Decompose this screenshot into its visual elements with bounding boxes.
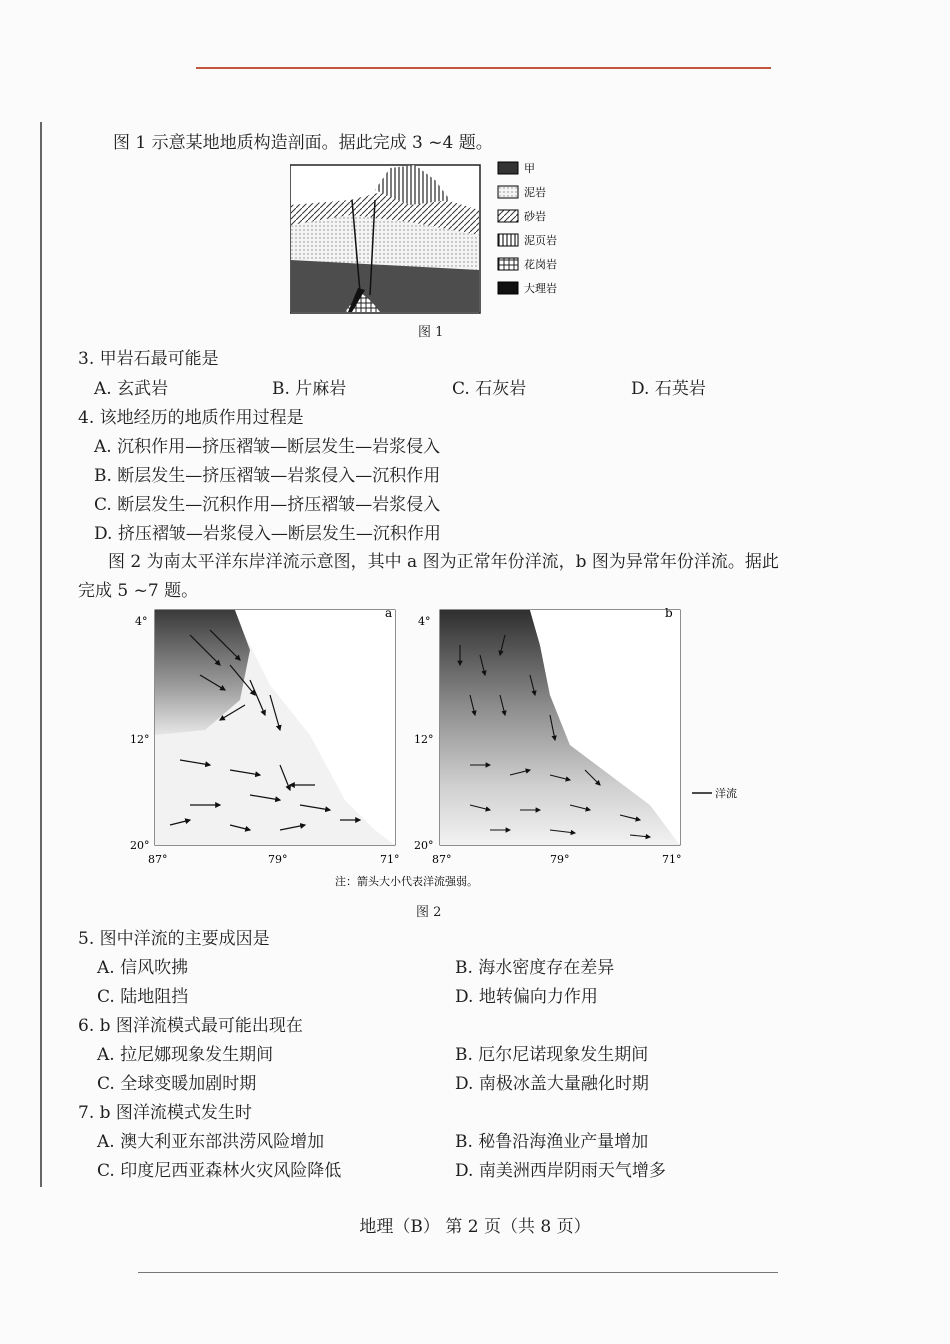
legend-swatch-shale: [498, 234, 518, 246]
question-4-stem: 4. 该地经历的地质作用过程是: [78, 408, 304, 428]
panel-b-lon-79: 79°: [550, 853, 570, 866]
panel-b-lat-12: 12°: [414, 733, 434, 746]
footer-rule: [138, 1272, 778, 1273]
question-5-option-a: A. 信风吹拂: [97, 958, 189, 978]
intro-figure-2-line2: 完成 5 ~7 题。: [78, 581, 199, 601]
figure-1-legend: [498, 162, 557, 295]
legend-label-granite: 花岗岩: [524, 258, 557, 271]
panel-b-label: b: [665, 606, 673, 620]
question-5-option-d: D. 地转偏向力作用: [455, 987, 598, 1007]
question-5-option-c: C. 陆地阻挡: [97, 987, 189, 1007]
panel-a-lat-4: 4°: [135, 615, 148, 628]
legend-swatch-jia: [498, 162, 518, 174]
question-4-option-b: B. 断层发生—挤压褶皱—岩浆侵入—沉积作用: [94, 466, 441, 486]
legend-swatch-marble: [498, 282, 518, 294]
panel-b-map: [414, 606, 682, 866]
question-7-option-a: A. 澳大利亚东部洪涝风险增加: [97, 1132, 325, 1152]
panel-b-lat-4: 4°: [418, 615, 431, 628]
question-7-option-c: C. 印度尼西亚森林火灾风险降低: [97, 1161, 342, 1181]
figure-2: [130, 605, 770, 899]
intro-figure-1: 图 1 示意某地地质构造剖面。据此完成 3 ~4 题。: [113, 133, 493, 153]
panel-a-lat-20: 20°: [130, 839, 150, 852]
question-6-stem: 6. b 图洋流模式最可能出现在: [78, 1016, 303, 1036]
panel-a-lon-79: 79°: [268, 853, 288, 866]
question-4-option-d: D. 挤压褶皱—岩浆侵入—断层发生—沉积作用: [94, 524, 441, 544]
legend-swatch-mudstone: [498, 186, 518, 198]
figure-2-caption: 图 2: [416, 905, 442, 920]
panel-a-lon-87: 87°: [148, 853, 168, 866]
legend-label-jia: 甲: [524, 162, 535, 175]
ocean-current-maps: [130, 605, 770, 895]
panel-a-lon-71: 71°: [380, 853, 400, 866]
panel-b-lat-20: 20°: [414, 839, 434, 852]
question-4-option-a: A. 沉积作用—挤压褶皱—断层发生—岩浆侵入: [94, 437, 441, 457]
question-7-stem: 7. b 图洋流模式发生时: [78, 1103, 252, 1123]
legend-swatch-granite: [498, 258, 518, 270]
question-3-stem: 3. 甲岩石最可能是: [78, 349, 219, 369]
question-3-option-b: B. 片麻岩: [272, 379, 347, 399]
figure-2-note: 注：箭头大小代表洋流强弱。: [335, 875, 478, 888]
legend-current-label: 洋流: [715, 787, 737, 800]
question-3-option-a: A. 玄武岩: [94, 379, 169, 399]
page-footer: 地理（B） 第 2 页（共 8 页）: [359, 1217, 591, 1237]
legend-swatch-sandstone: [498, 210, 518, 222]
legend-label-sandstone: 砂岩: [524, 210, 546, 223]
panel-b-lon-71: 71°: [662, 853, 682, 866]
panel-a-map: [130, 606, 400, 866]
question-6-option-a: A. 拉尼娜现象发生期间: [97, 1045, 274, 1065]
intro-figure-2-line1: 图 2 为南太平洋东岸洋流示意图，其中 a 图为正常年份洋流，b 图为异常年份洋流。据此: [108, 552, 779, 572]
panel-a-label: a: [385, 606, 393, 620]
panel-a-lat-12: 12°: [130, 733, 150, 746]
question-3-option-d: D. 石英岩: [631, 379, 706, 399]
legend-label-mudstone: 泥岩: [524, 186, 546, 199]
binding-margin-line: [40, 122, 42, 1187]
question-6-option-d: D. 南极冰盖大量融化时期: [455, 1074, 649, 1094]
header-rule: [196, 67, 771, 69]
question-4-option-c: C. 断层发生—沉积作用—挤压褶皱—岩浆侵入: [94, 495, 441, 515]
question-5-option-b: B. 海水密度存在差异: [455, 958, 615, 978]
legend-label-marble: 大理岩: [524, 282, 557, 295]
question-7-option-d: D. 南美洲西岸阴雨天气增多: [455, 1161, 666, 1181]
question-5-stem: 5. 图中洋流的主要成因是: [78, 929, 270, 949]
question-6-option-b: B. 厄尔尼诺现象发生期间: [455, 1045, 649, 1065]
legend-label-shale: 泥页岩: [524, 234, 557, 247]
question-7-option-b: B. 秘鲁沿海渔业产量增加: [455, 1132, 649, 1152]
question-3-option-c: C. 石灰岩: [452, 379, 527, 399]
panel-b-lon-87: 87°: [432, 853, 452, 866]
question-6-option-c: C. 全球变暖加剧时期: [97, 1074, 257, 1094]
figure-1-caption: 图 1: [418, 325, 444, 340]
